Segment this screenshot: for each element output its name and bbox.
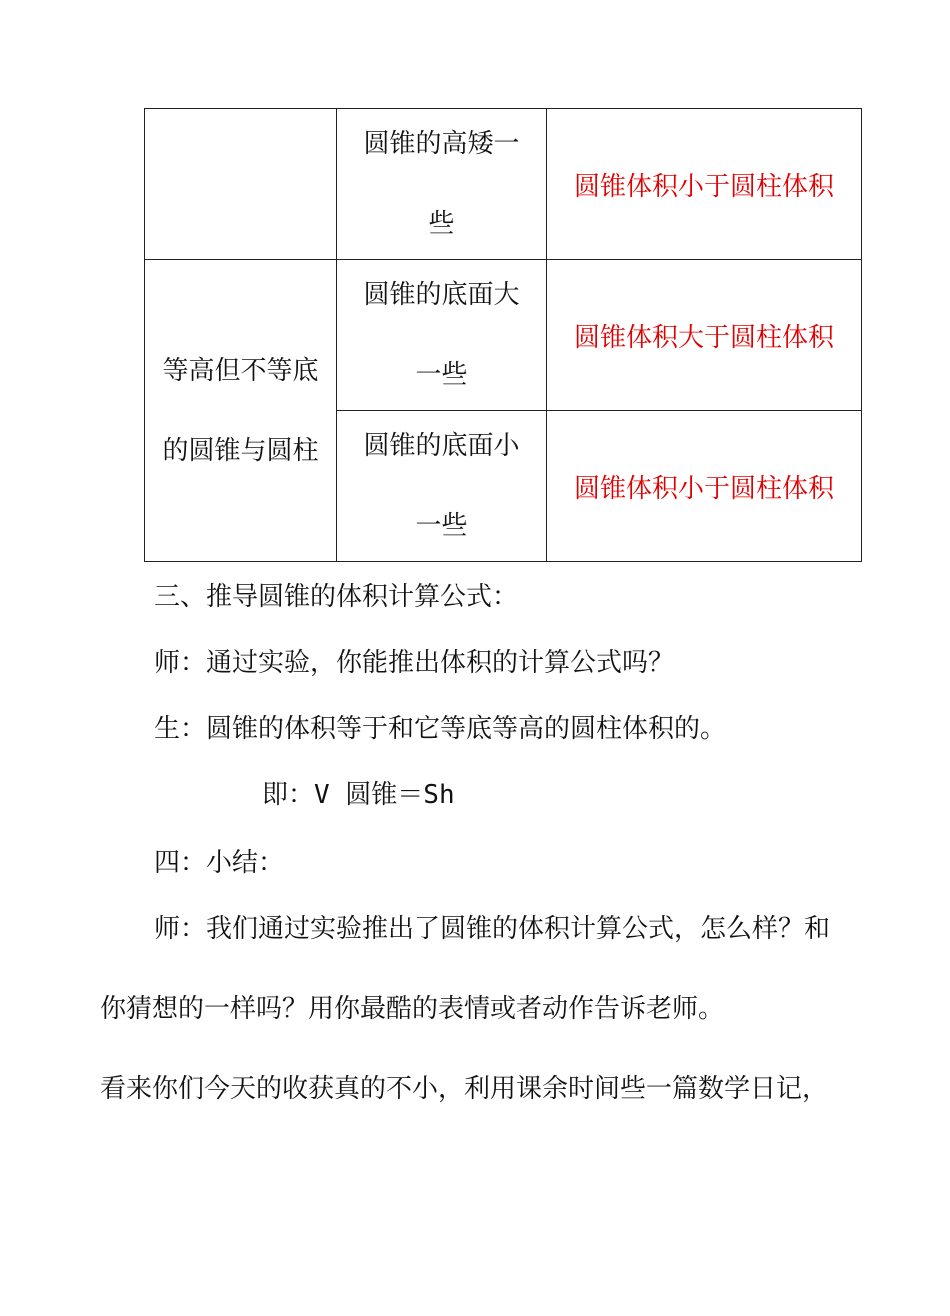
condition-text: 圆锥的高矮一 (363, 129, 520, 159)
condition-text: 一些 (415, 360, 468, 390)
result-text: 圆锥体积大于圆柱体积 (573, 322, 834, 353)
volume-formula: 即：V 圆锥＝Sh (262, 780, 455, 810)
summary-paragraph-line: 看来你们今天的收获真的不小，利用课余时间些一篇数学日记， (100, 1074, 829, 1104)
group-label-cell (145, 260, 337, 562)
result-cell (547, 260, 862, 411)
table-row (145, 109, 862, 260)
result-cell (547, 411, 862, 562)
group-label-text: 等高但不等底 (162, 355, 319, 386)
group-label-text: 的圆锥与圆柱 (162, 435, 319, 466)
result-text: 圆锥体积小于圆柱体积 (573, 473, 834, 504)
summary-paragraph-line: 师：我们通过实验推出了圆锥的体积计算公式，怎么样？和 (154, 914, 831, 944)
section4-heading: 四：小结： (154, 848, 285, 878)
student-answer: 生：圆锥的体积等于和它等底等高的圆柱体积的。 (154, 714, 727, 744)
teacher-question: 师：通过实验，你能推出体积的计算公式吗？ (154, 648, 675, 678)
comparison-table (144, 108, 862, 562)
summary-paragraph-line: 你猜想的一样吗？用你最酷的表情或者动作告诉老师。 (100, 994, 725, 1024)
result-cell (547, 109, 862, 260)
condition-cell (337, 109, 547, 260)
result-text: 圆锥体积小于圆柱体积 (573, 171, 834, 202)
condition-text: 圆锥的底面小 (363, 431, 520, 461)
condition-text: 一些 (415, 511, 468, 541)
table-row (145, 260, 862, 411)
condition-text: 圆锥的底面大 (363, 280, 520, 310)
empty-group-cell (145, 109, 337, 260)
condition-cell (337, 260, 547, 411)
condition-text: 些 (428, 209, 455, 239)
condition-cell (337, 411, 547, 562)
section3-heading: 三、推导圆锥的体积计算公式： (154, 582, 519, 612)
